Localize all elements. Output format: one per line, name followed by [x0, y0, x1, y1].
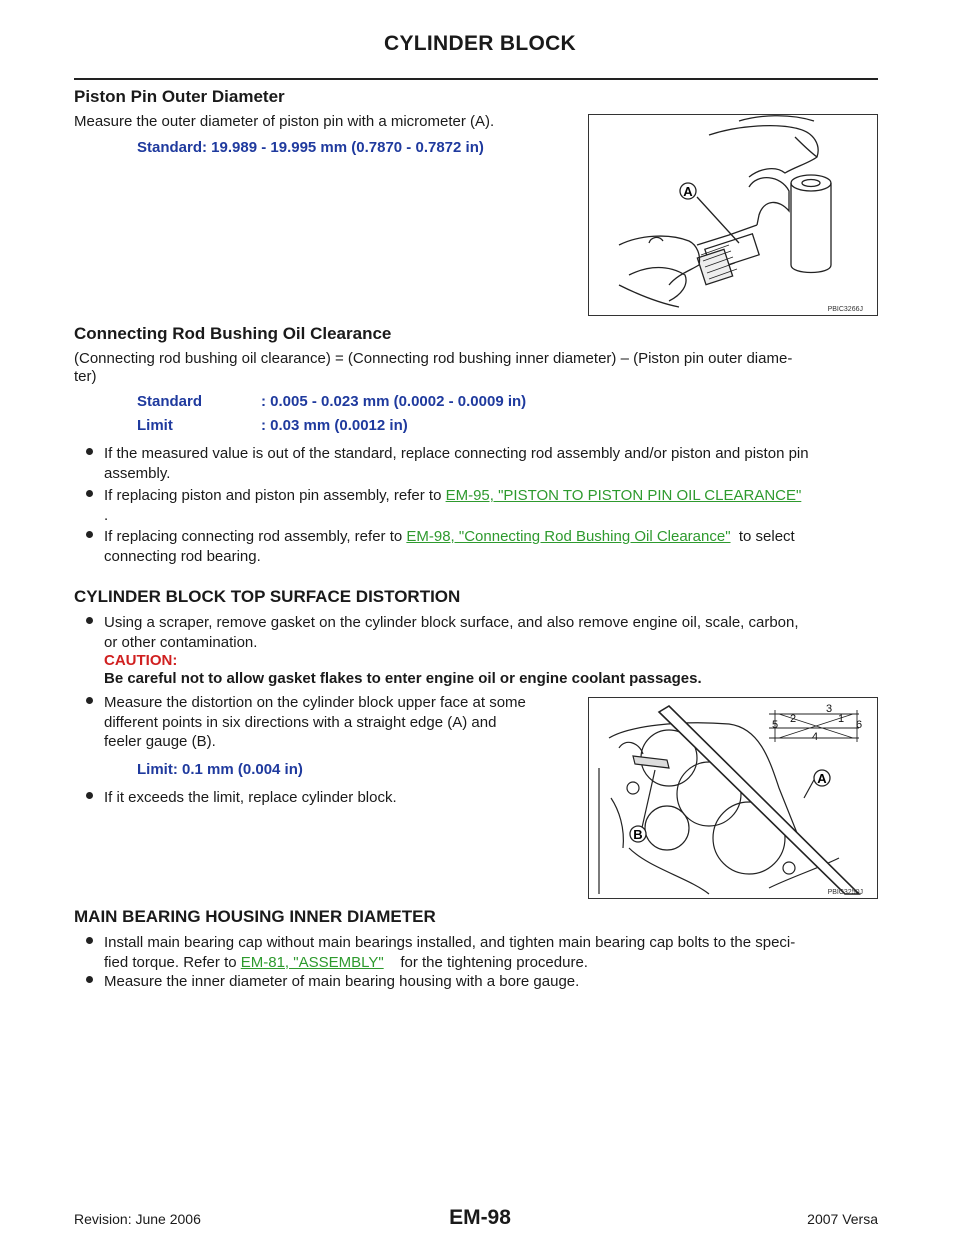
section-heading-main-bearing: MAIN BEARING HOUSING INNER DIAMETER	[74, 907, 436, 926]
list-item-text: .	[104, 506, 109, 524]
list-item	[104, 613, 799, 652]
list-item-text: If replacing connecting rod assembly, refer to	[104, 528, 407, 545]
page-number: EM-98	[449, 1206, 511, 1229]
list-item-text: Install main bearing cap without main bearings installed, and tighten main bearing cap bolts to the speci-	[104, 934, 796, 951]
section-heading-piston-pin: Piston Pin Outer Diameter	[74, 87, 285, 106]
list-item	[104, 972, 579, 992]
direction-number: 6	[855, 719, 863, 731]
revision-date: Revision: June 2006	[74, 1211, 201, 1227]
figure-code: PBIC3250J	[827, 889, 863, 896]
list-item-text: for the tightening procedure.	[383, 953, 588, 971]
limit-label: Limit	[137, 417, 173, 434]
micrometer-illustration	[589, 115, 877, 315]
caution-title: CAUTION:	[104, 652, 178, 669]
list-item	[104, 444, 809, 483]
title-divider	[74, 78, 878, 80]
formula-line-1: (Connecting rod bushing oil clearance) = (Connecting rod bushing inner diameter) – (Piston pin outer diame-	[74, 350, 793, 367]
callout-a-label: A	[683, 184, 693, 199]
figure-straight-edge	[588, 697, 878, 899]
list-item	[104, 933, 795, 972]
link-em-98[interactable]: EM-98, "Connecting Rod Bushing Oil Clearance"	[406, 528, 731, 545]
link-em-81[interactable]: EM-81, "ASSEMBLY"	[240, 953, 384, 971]
link-em-95[interactable]: EM-95, "PISTON TO PISTON PIN OIL CLEARANCE"	[445, 487, 802, 504]
figure-code: PBIC3266J	[827, 306, 863, 313]
list-item-text: Measure the distortion on the cylinder block upper face at some	[104, 694, 526, 711]
list-item-text: assembly.	[104, 464, 171, 482]
bullet-icon	[86, 448, 93, 455]
direction-number: 1	[837, 713, 845, 725]
direction-number: 3	[825, 703, 833, 715]
list-item	[104, 693, 579, 752]
list-item-text: feeler gauge (B).	[104, 733, 216, 750]
list-item-text: or other contamination.	[104, 633, 258, 651]
callout-a-label: A	[817, 771, 827, 786]
list-item-text: different points in six directions with a straight edge (A) and	[104, 713, 497, 731]
list-item-text: If the measured value is out of the standard, replace connecting rod assembly and/or piston and piston pin	[104, 445, 809, 462]
formula-line-2: ter)	[74, 368, 97, 385]
list-item-text: Measure the inner diameter of main bearing housing with a bore gauge.	[104, 973, 580, 990]
standard-row	[137, 392, 526, 412]
standard-value: : 0.005 - 0.023 mm (0.0002 - 0.0009 in)	[261, 393, 527, 410]
list-item-text: If replacing piston and piston pin assembly, refer to	[104, 487, 446, 504]
list-item-text: connecting rod bearing.	[104, 547, 261, 565]
bullet-icon	[86, 531, 93, 538]
limit-value: : 0.03 mm (0.0012 in)	[261, 417, 408, 434]
standard-value: Standard: 19.989 - 19.995 mm (0.7870 - 0.7872 in)	[137, 139, 484, 156]
limit-row	[137, 416, 408, 436]
caution-text: Be careful not to allow gasket flakes to enter engine oil or engine coolant passages.	[104, 670, 702, 687]
straight-edge-illustration	[589, 698, 877, 898]
list-item-text: Using a scraper, remove gasket on the cylinder block surface, and also remove engine oil, scale, carbon,	[104, 614, 799, 631]
figure-micrometer	[588, 114, 878, 316]
limit-value: Limit: 0.1 mm (0.004 in)	[137, 761, 303, 778]
section-heading-bushing-clearance: Connecting Rod Bushing Oil Clearance	[74, 324, 392, 343]
bullet-icon	[86, 976, 93, 983]
list-item-text: to select	[730, 528, 795, 545]
list-item	[104, 486, 801, 525]
callout-b-label: B	[633, 827, 643, 842]
list-item	[104, 527, 795, 566]
list-item-text: fied torque. Refer to	[104, 953, 241, 971]
bullet-icon	[86, 937, 93, 944]
standard-label: Standard	[137, 393, 203, 410]
page-title: CYLINDER BLOCK	[383, 32, 577, 55]
direction-number: 4	[811, 731, 819, 743]
model-year: 2007 Versa	[807, 1211, 878, 1227]
bullet-icon	[86, 617, 93, 624]
bullet-icon	[86, 792, 93, 799]
section-body: Measure the outer diameter of piston pin with a micrometer (A).	[74, 113, 495, 130]
bullet-icon	[86, 490, 93, 497]
section-heading-top-surface: CYLINDER BLOCK TOP SURFACE DISTORTION	[74, 587, 461, 606]
direction-number: 2	[789, 713, 797, 725]
direction-number: 5	[771, 719, 779, 731]
list-item-text: If it exceeds the limit, replace cylinder block.	[104, 789, 397, 806]
bullet-icon	[86, 697, 93, 704]
list-item	[104, 788, 397, 808]
